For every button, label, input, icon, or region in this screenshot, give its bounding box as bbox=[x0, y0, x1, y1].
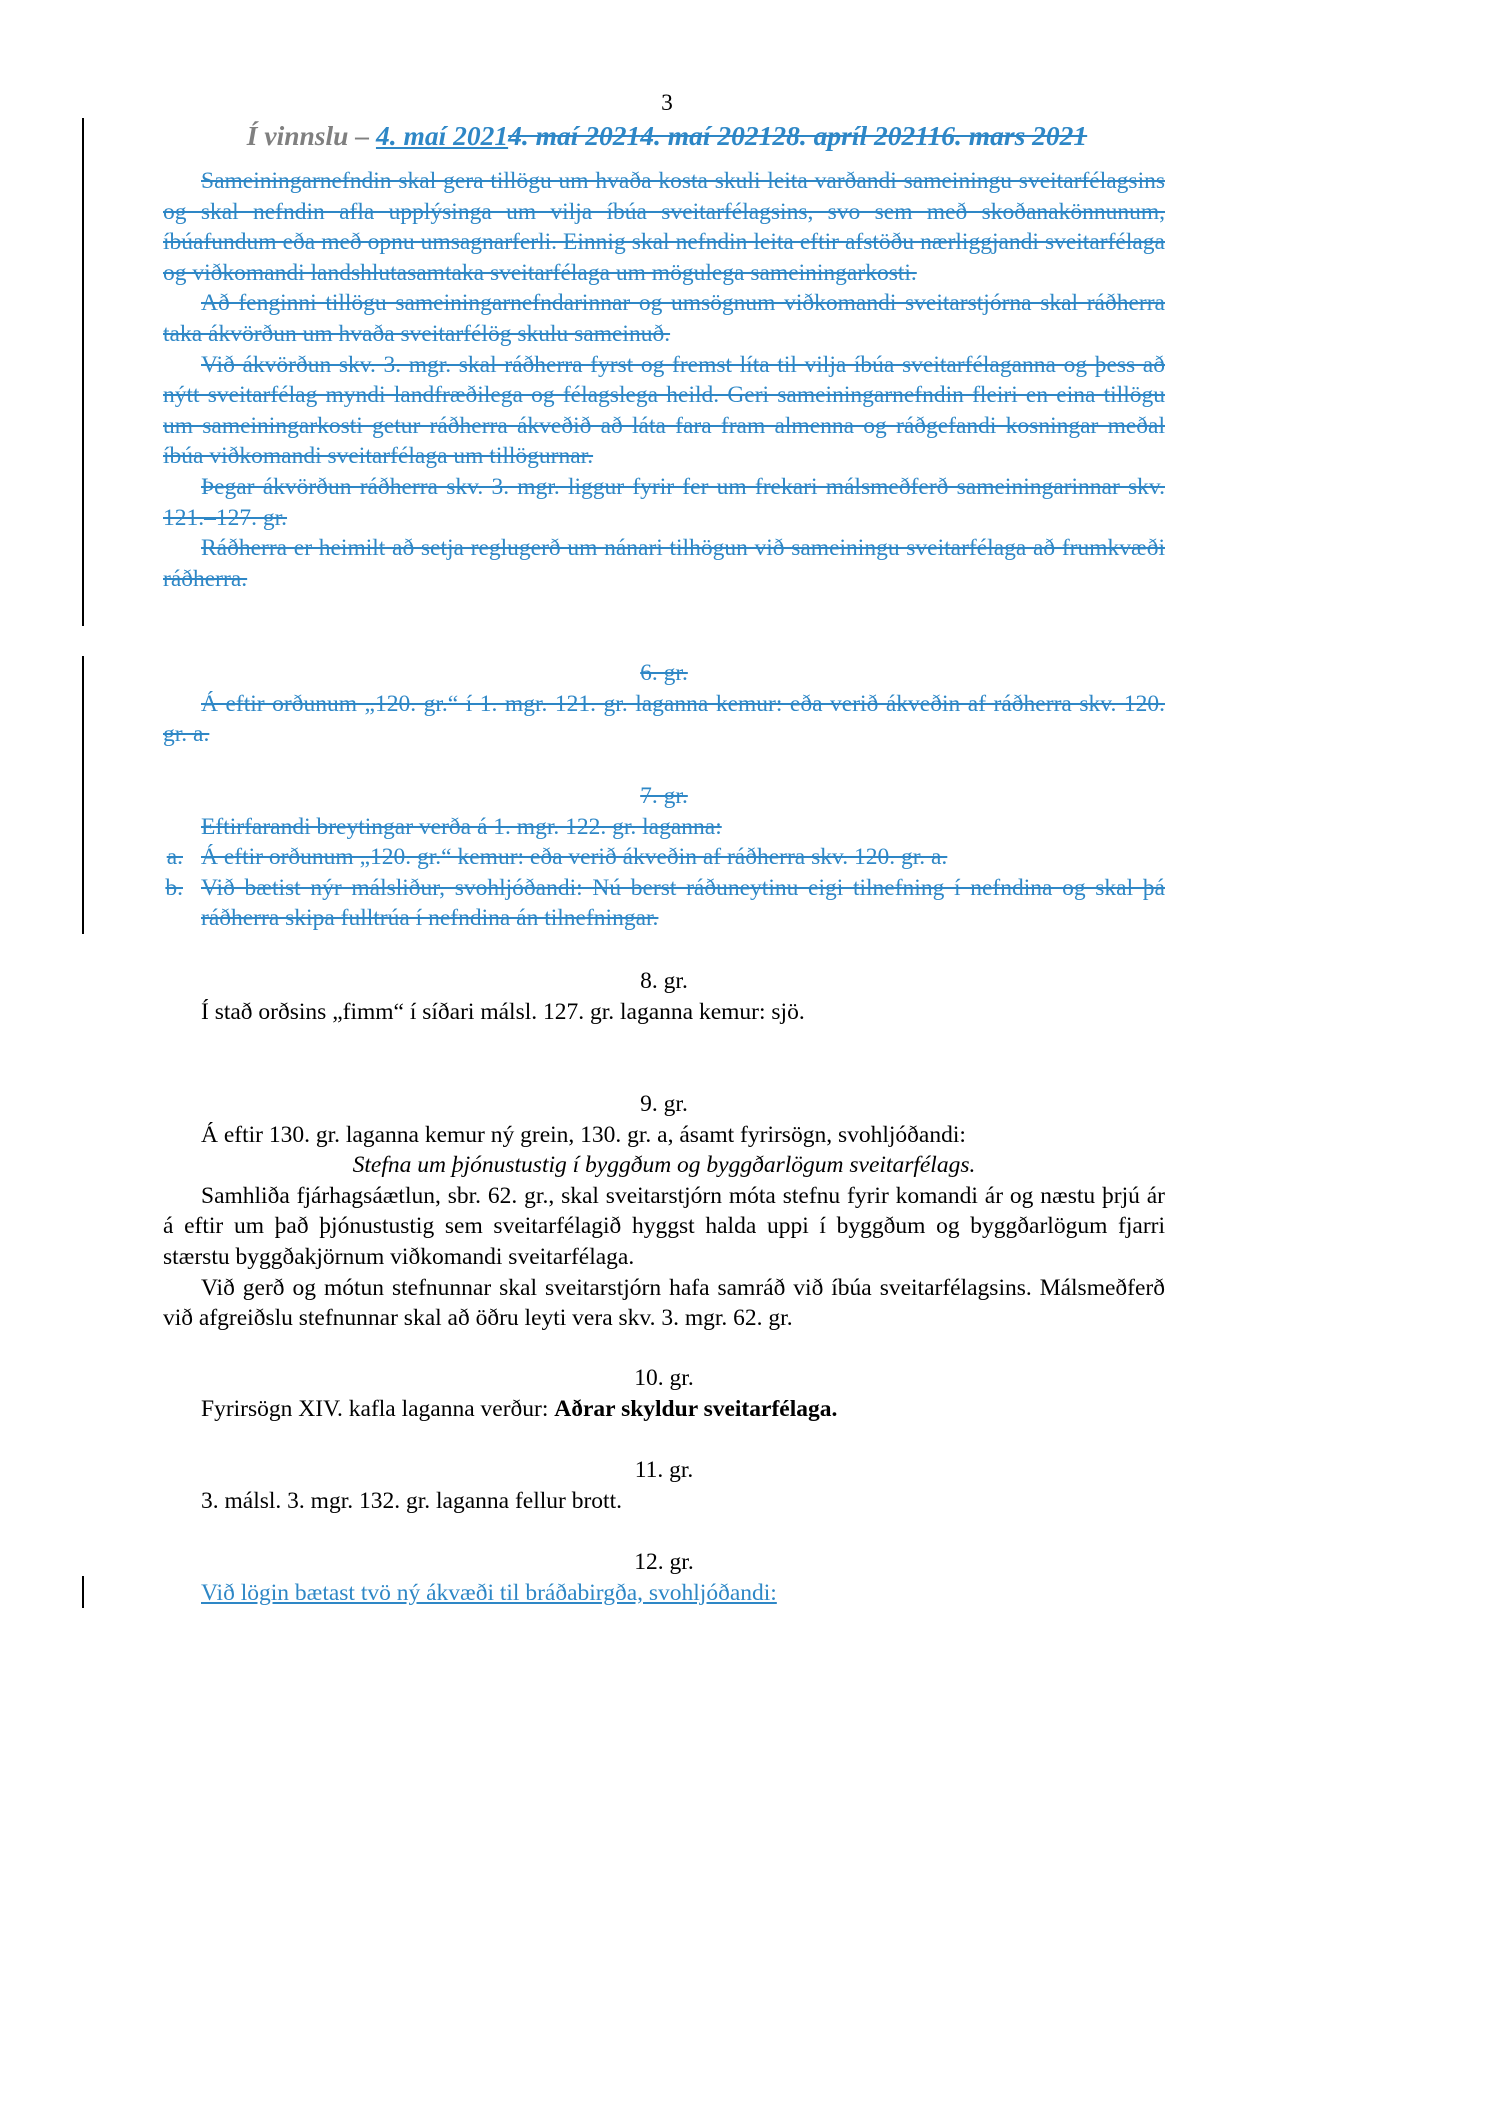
deleted-paragraph: Ráðherra er heimilt að setja reglugerð um nánari tilhögun við sameiningu sveitarfélaga að frumkvæði ráðherra. bbox=[163, 535, 1165, 592]
article-text-plain: Fyrirsögn XIV. kafla laganna verður: bbox=[201, 1395, 555, 1422]
chapter-heading: Aðrar skyldur sveitarfélaga. bbox=[554, 1395, 838, 1422]
deleted-date: 4. maí 2021 bbox=[508, 120, 641, 151]
inserted-date: 4. maí 2021 bbox=[375, 120, 509, 151]
article-intro: Á eftir 130. gr. laganna kemur ný grein, 130. gr. a, ásamt fyrirsögn, svohljóðandi: bbox=[201, 1121, 966, 1148]
list-marker: b. bbox=[165, 874, 183, 901]
page-number: 3 bbox=[661, 90, 673, 116]
deleted-paragraph: Þegar ákvörðun ráðherra skv. 3. mgr. liggur fyrir fer um frekari málsmeðferð sameiningarinnar skv. 121.–127. gr. bbox=[163, 473, 1165, 531]
article-subtitle: Stefna um þjónustustig í byggðum og byggðarlögum sveitarfélags. bbox=[352, 1152, 976, 1179]
article-6 bbox=[163, 658, 1165, 750]
article-7 bbox=[163, 781, 1165, 934]
deleted-date: 16. mars 2021 bbox=[927, 120, 1088, 151]
deleted-paragraphs-block bbox=[163, 166, 1165, 594]
list-item bbox=[163, 842, 1165, 873]
article-text: Á eftir orðunum „120. gr.“ í 1. mgr. 121. gr. laganna kemur: eða verið ákveðin af ráðherra skv. 120. gr. a. bbox=[163, 690, 1165, 748]
inserted-text: Við lögin bætast tvö ný ákvæði til bráðabirgða, svohljóðandi: bbox=[201, 1579, 777, 1606]
document-status-header bbox=[0, 120, 1334, 152]
article-title: 7. gr. bbox=[640, 783, 688, 809]
change-bar bbox=[82, 1576, 84, 1608]
article-paragraph: Samhliða fjárhagsáætlun, sbr. 62. gr., skal sveitarstjórn móta stefnu fyrir komandi ár og næstu þrjú ár á eftir um það þjónustustig sem sveitarfélagið hyggst halda uppi í byggðum og byggðarlögum fjarri stærstu byggðakjörnum viðkomandi sveitarfélaga. bbox=[163, 1182, 1165, 1270]
article-text: Í stað orðsins „fimm“ í síðari málsl. 127. gr. laganna kemur: sjö. bbox=[201, 998, 805, 1025]
article-intro: Eftirfarandi breytingar verða á 1. mgr. 122. gr. laganna: bbox=[201, 813, 722, 840]
change-bar bbox=[82, 656, 84, 934]
article-text bbox=[163, 1394, 1165, 1425]
deleted-paragraph: Sameiningarnefndin skal gera tillögu um hvaða kosta skuli leita varðandi sameiningu sveitarfélagsins og skal nefndin afla upplýsinga um vilja íbúa sveitarfélagsins, svo sem með skoðanakönnunum, íbúafundum eða með opnu umsagnarferli. Einnig skal nefndin leita eftir afstöðu nærliggjandi sveitarfélaga og viðkomandi landshlutasamtaka sveitarfélaga um mögulega sameiningarkosti. bbox=[163, 168, 1165, 286]
article-10 bbox=[163, 1363, 1165, 1424]
article-title: 6. gr. bbox=[640, 660, 688, 686]
list-item-text: Við bætist nýr málsliður, svohljóðandi: Nú berst ráðuneytinu eigi tilnefning í nefndina og skal þá ráðherra skipa fulltrúa í nefndina án tilnefningar. bbox=[201, 874, 1165, 932]
article-title: 8. gr. bbox=[640, 968, 688, 994]
article-11 bbox=[163, 1455, 1165, 1516]
article-9 bbox=[163, 1089, 1165, 1334]
article-title: 10. gr. bbox=[634, 1365, 694, 1391]
list-marker: a. bbox=[166, 844, 183, 871]
status-prefix: Í vinnslu – bbox=[246, 120, 376, 151]
article-12 bbox=[163, 1547, 1165, 1608]
change-bar bbox=[82, 118, 84, 626]
list-item-text: Á eftir orðunum „120. gr.“ kemur: eða verið ákveðin af ráðherra skv. 120. gr. a. bbox=[201, 844, 948, 871]
article-text: 3. málsl. 3. mgr. 132. gr. laganna fellur brott. bbox=[201, 1487, 622, 1514]
article-paragraph: Við gerð og mótun stefnunnar skal sveitarstjórn hafa samráð við íbúa sveitarfélagsins. Málsmeðferð við afgreiðslu stefnunnar skal að öðru leyti vera skv. 3. mgr. 62. gr. bbox=[163, 1274, 1165, 1332]
article-title: 12. gr. bbox=[634, 1549, 694, 1575]
article-title: 9. gr. bbox=[640, 1091, 688, 1117]
article-8 bbox=[163, 966, 1165, 1027]
deleted-paragraph: Við ákvörðun skv. 3. mgr. skal ráðherra fyrst og fremst líta til vilja íbúa sveitarfélaganna og þess að nýtt sveitarfélag myndi landfræðilega og félagslega heild. Geri sameiningarnefndin fleiri en eina tillögu um sameiningarkosti getur ráðherra ákveðið að láta fara fram almenna og ráðgefandi kosningar meðal íbúa viðkomandi sveitarfélaga um tillögurnar. bbox=[163, 351, 1165, 470]
deleted-date: 4. maí 2021 bbox=[640, 120, 773, 151]
list-item bbox=[163, 873, 1165, 934]
deleted-date: 28. apríl 2021 bbox=[772, 120, 928, 151]
deleted-paragraph: Að fenginni tillögu sameiningarnefndarinnar og umsögnum viðkomandi sveitarstjórna skal ráðherra taka ákvörðun um hvaða sveitarfélög skulu sameinuð. bbox=[163, 290, 1165, 347]
article-title: 11. gr. bbox=[634, 1457, 694, 1483]
